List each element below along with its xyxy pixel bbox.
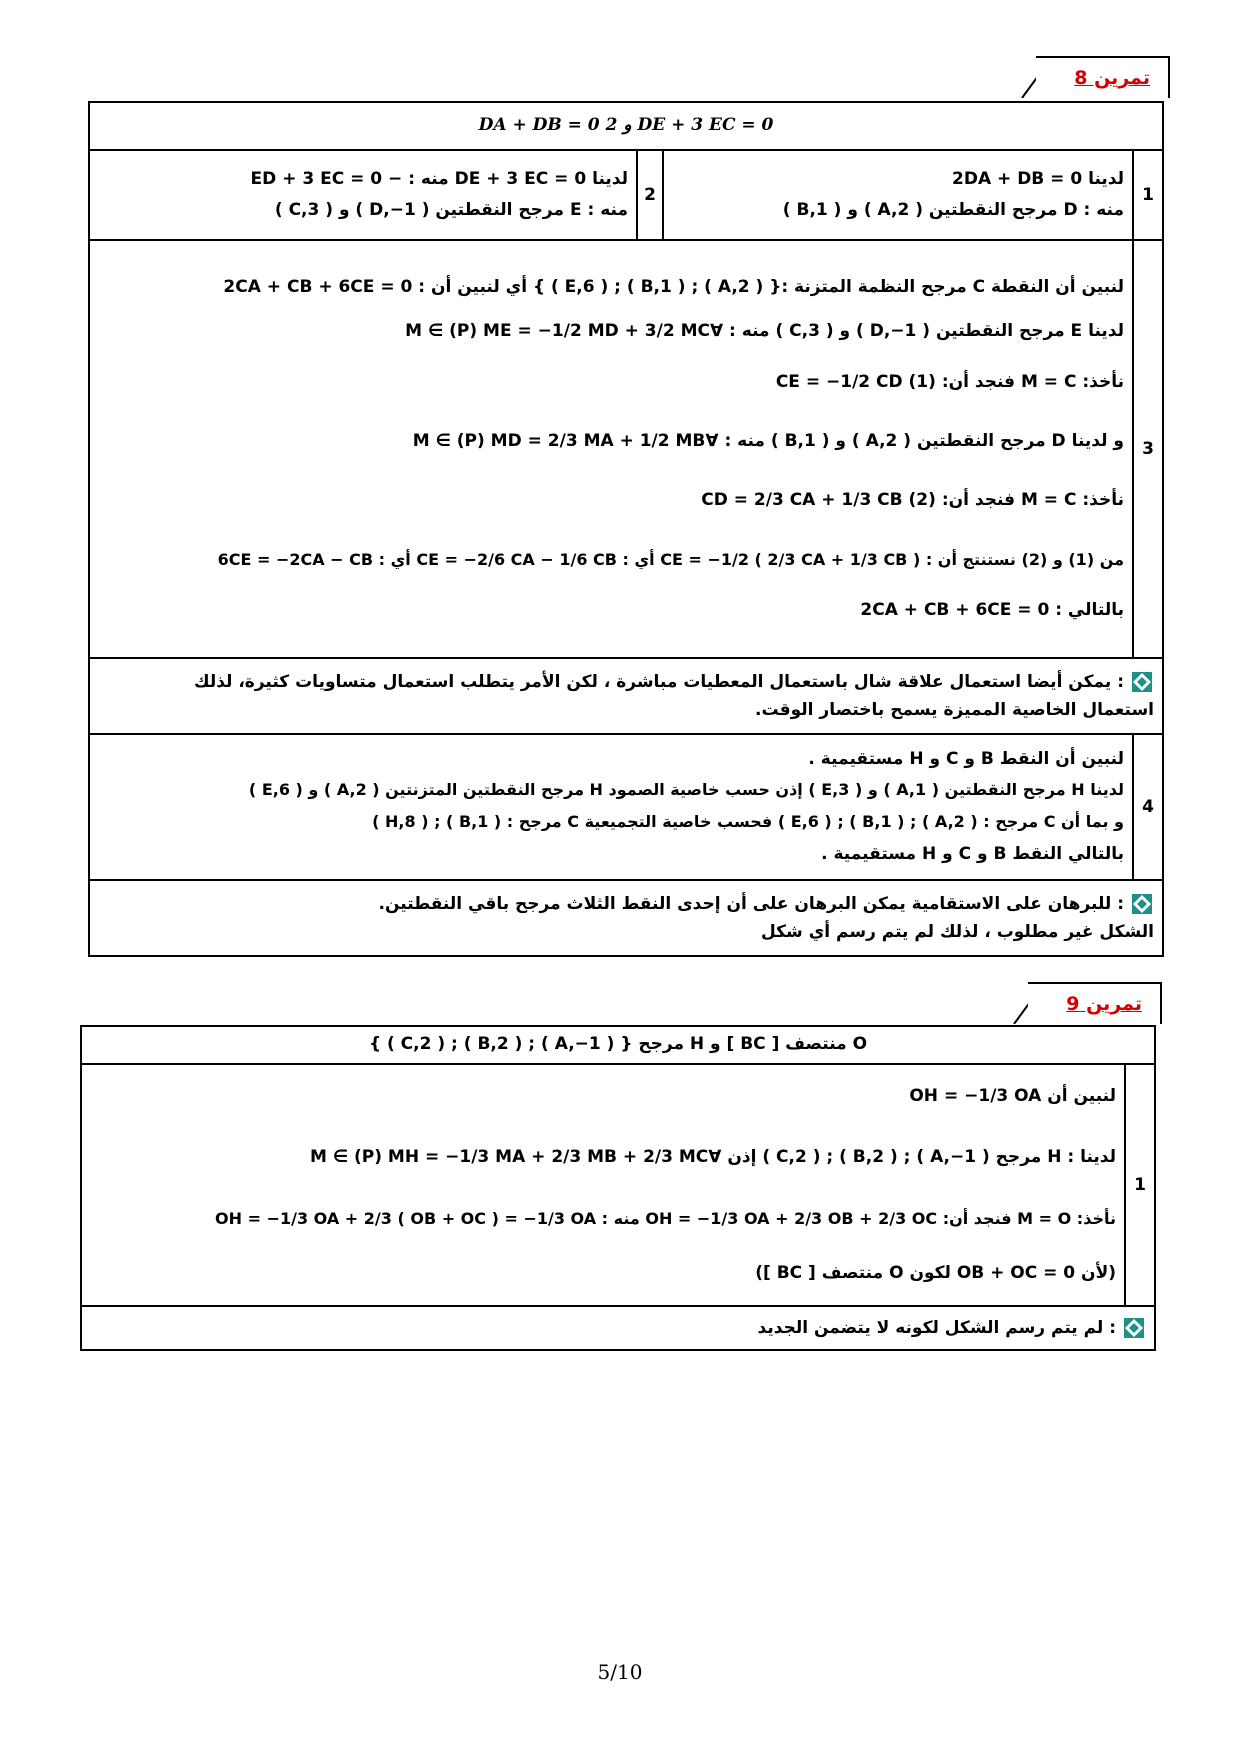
ex8-part4-line: بالتالي النقط B و C و H مستقيمية . [821, 844, 1124, 864]
ex9-title: تمرين 9 [1028, 982, 1162, 1024]
ex8-part3-line: بالتالي : 2CA + CB + 6CE = 0 [860, 599, 1124, 620]
ex8-part4-cell [89, 734, 1133, 880]
ex8-part4-line: لنبين أن النقط B و C و H مستقيمية . [808, 748, 1124, 769]
ex8-part3-line: و لدينا D مرجح النقطتين ( A,2 ) و ( B,1 ) منه : ∀M ∈ (P) MD = 2/3 MA + 1/2 MB [412, 431, 1124, 451]
ex8-part2-number: 2 [637, 150, 663, 240]
diamond-arrows-icon [1130, 670, 1154, 694]
ex9-part1-line: لنبين أن OH = −1/3 OA [909, 1086, 1116, 1107]
ex8-title-box [1020, 56, 1170, 96]
ex9-part1-line: نأخذ: M = O فنجد أن: OH = −1/3 OA + 2/3 OB + 2/3 OC منه : OH = −1/3 OA + 2/3 ( OB + OC ) = −1/3 OA [215, 1208, 1116, 1228]
ex8-part1-cell [663, 150, 1133, 240]
diamond-arrows-icon [1122, 1316, 1146, 1340]
ex8-part3-cell [89, 240, 1133, 658]
ex9-header-text: O منتصف [ BC ] و H مرجح { ( A,−1 ) ; ( B,2 ) ; ( C,2 ) } [368, 1034, 868, 1055]
ex8-part4-number: 4 [1133, 734, 1163, 880]
ex8-part1-number: 1 [1133, 150, 1163, 240]
ex8-note1-line1: : يمكن أيضا استعمال علاقة شال باستعمال المعطيات مباشرة ، لكن الأمر يتطلب استعمال متساويات كثيرة، لذلك [194, 672, 1124, 693]
ex8-note1 [89, 658, 1163, 734]
ex9-part1-line: لدينا : H مرجح ( A,−1 ) ; ( B,2 ) ; ( C,2 ) إذن ∀M ∈ (P) MH = −1/3 MA + 2/3 MB + 2/3 MC [310, 1147, 1116, 1168]
ex9-note-line1: : لم يتم رسم الشكل لكونه لا يتضمن الجديد [757, 1318, 1116, 1338]
ex8-part4-line: لدينا H مرجح النقطتين ( A,1 ) و ( E,3 ) إذن حسب خاصية الصمود H مرجح النقطتين المتزنتين ( A,2 ) و ( E,6 ) [248, 780, 1124, 799]
ex8-part2-line2: منه : E مرجح النقطتين ( D,−1 ) و ( C,3 ) [274, 200, 628, 220]
page-number: 5/10 [597, 1660, 643, 1684]
ex8-part4-line: و بما أن C مرجح : ( A,2 ) ; ( B,1 ) ; ( E,6 ) فحسب خاصية التجميعية C مرجح : ( B,1 ) ; ( H,8 ) [372, 812, 1124, 831]
ex8-part2-cell [89, 150, 637, 240]
ex8-header-text: DE + 3 EC = 0 و 2 DA + DB = 0 [478, 115, 774, 136]
ex9-title-box [1012, 982, 1162, 1022]
ex8-note2-line1: : للبرهان على الاستقامية يمكن البرهان على أن إحدى النقط الثلاث مرجح باقي النقطتين. [378, 894, 1124, 915]
ex8-header [89, 102, 1163, 150]
ex8-part2-line1: لدينا DE + 3 EC = 0 منه : − ED + 3 EC = 0 [250, 168, 628, 189]
ex9-part1-line: (لأن OB + OC = 0 لكون O منتصف [ BC ]) [755, 1262, 1116, 1283]
ex8-part3-line: من (1) و (2) نستنتج أن : CE = −1/2 ( 2/3 CA + 1/3 CB ) أي : CE = −2/6 CA − 1/6 CB أي : 6CE = −2CA − CB [217, 549, 1124, 569]
ex8-note1-line2: استعمال الخاصية المميزة يسمح باختصار الوقت. [755, 700, 1154, 721]
ex9-header [81, 1026, 1155, 1064]
ex8-note2 [89, 880, 1163, 956]
ex9-part1-number: 1 [1125, 1064, 1155, 1306]
ex8-part3-number: 3 [1133, 240, 1163, 658]
ex9-table [80, 1025, 1156, 1351]
ex8-part1-line1: لدينا 2DA + DB = 0 [952, 168, 1124, 189]
ex8-part3-line: لنبين أن النقطة C مرجح النظمة المتزنة :{ ( A,2 ) ; ( B,1 ) ; ( E,6 ) } أي لنبين أن : 2CA + CB + 6CE = 0 [223, 277, 1124, 298]
ex8-part3-line: لدينا E مرجح النقطتين ( D,−1 ) و ( C,3 ) منه : ∀M ∈ (P) ME = −1/2 MD + 3/2 MC [405, 320, 1124, 341]
ex9-part1-cell [81, 1064, 1125, 1306]
ex8-part3-line: نأخذ: M = C فنجد أن: CE = −1/2 CD (1) [775, 371, 1124, 392]
ex8-part3-line: نأخذ: M = C فنجد أن: CD = 2/3 CA + 1/3 CB (2) [701, 490, 1124, 511]
ex8-table [88, 101, 1164, 957]
ex8-note2-line2: الشكل غير مطلوب ، لذلك لم يتم رسم أي شكل [761, 922, 1154, 943]
diamond-arrows-icon [1130, 892, 1154, 916]
ex8-part1-line2: منه : D مرجح النقطتين ( A,2 ) و ( B,1 ) [782, 200, 1124, 220]
ex8-title: تمرين 8 [1036, 56, 1170, 98]
ex9-note [81, 1306, 1155, 1350]
